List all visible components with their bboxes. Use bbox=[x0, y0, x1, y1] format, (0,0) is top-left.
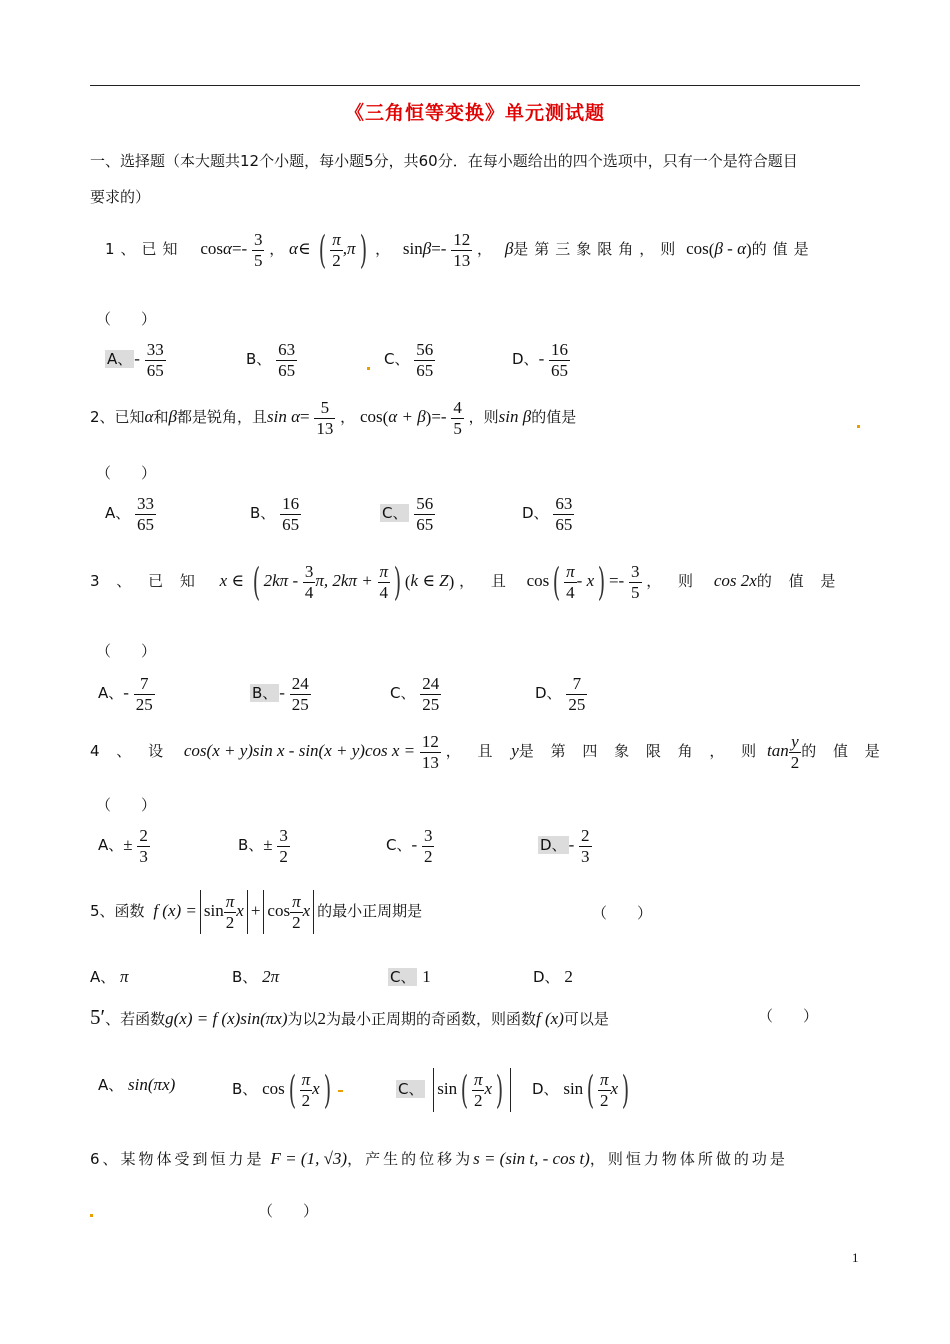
marker-dot bbox=[338, 1090, 343, 1092]
q3-option-d[interactable]: D、 $\frac{7}{25}$ bbox=[535, 674, 586, 714]
question-3: 3 、 已 知 x ∈ ( 2kπ - $\frac{3}{4}$ π, 2kπ + $\frac{\pi}{4}$ ) (k ∈ Z) ， 且 cos( $\frac{\pi}{4}$ - x) =- $\frac{3}{5}$ ， 则 cos 2x的 值 是 bbox=[90, 560, 842, 604]
question-1: 1、已知 cosα=- $\frac{3}{5}$ ， α∈ ( $\frac{\pi}{2}$ ,π) ， sinβ=- $\frac{12}{13}$ ， β是第三象限角，则 cos(β - α)的值是 bbox=[105, 228, 815, 272]
page-title: 《三角恒等变换》单元测试题 bbox=[344, 102, 605, 124]
marker-dot bbox=[367, 367, 370, 370]
q3-option-b[interactable]: B、 - $\frac{24}{25}$ bbox=[252, 674, 309, 714]
intro-line-1: 一、选择题（本大题共12个小题，每小题5分，共60分．在每小题给出的四个选项中，只有一个是符合题目 bbox=[90, 152, 798, 170]
q4-answer-blank: （ ） bbox=[96, 796, 157, 814]
q2-option-b[interactable]: B、 $\frac{16}{65}$ bbox=[250, 494, 300, 534]
q5-option-c[interactable]: C、 1 bbox=[390, 967, 431, 986]
q2-answer-blank: （ ） bbox=[96, 464, 157, 482]
q1-option-c[interactable]: C、 $\frac{56}{65}$ bbox=[384, 340, 434, 380]
q4-option-d[interactable]: D、 - $\frac{2}{3}$ bbox=[540, 826, 590, 866]
q4-option-b[interactable]: B、± $\frac{3}{2}$ bbox=[238, 826, 288, 866]
intro-line-2: 要求的） bbox=[90, 188, 151, 206]
q2-option-d[interactable]: D、 $\frac{63}{65}$ bbox=[522, 494, 573, 534]
q5-option-b[interactable]: B、 2π bbox=[232, 967, 280, 986]
question-5-prime: 5′、若函数g(x) = f (x)sin(πx)为以2为最小正周期的奇函数，则函数f (x)可以是 bbox=[90, 1005, 609, 1029]
q2-option-c[interactable]: C、 $\frac{56}{65}$ bbox=[382, 494, 434, 534]
question-6: 6、某物体受到恒力是 F = (1, √3)，产生的位移为s = (sin t, - cos t)，则恒力物体所做的功是 bbox=[90, 1149, 788, 1168]
header-rule bbox=[90, 85, 860, 86]
q3-option-c[interactable]: C、 $\frac{24}{25}$ bbox=[390, 674, 440, 714]
q5p-option-a[interactable]: A、 sin(πx) bbox=[98, 1075, 176, 1094]
question-2: 2、已知α和β都是锐角，且sin α= $\frac{5}{13}$ ， cos(α + β)=- $\frac{4}{5}$ ，则sin β的值是 bbox=[90, 398, 577, 438]
q1-option-b[interactable]: B、 $\frac{63}{65}$ bbox=[246, 340, 296, 380]
q5-option-d[interactable]: D、 2 bbox=[533, 967, 573, 986]
q3-answer-blank: （ ） bbox=[96, 642, 157, 660]
marker-dot bbox=[857, 425, 860, 428]
q5p-option-c[interactable]: C、 sin( $\frac{\pi}{2}$ x) bbox=[396, 1068, 514, 1112]
q5p-option-b[interactable]: B、 cos( $\frac{\pi}{2}$ x) bbox=[232, 1068, 331, 1112]
q2-option-a[interactable]: A、 $\frac{33}{65}$ bbox=[105, 494, 155, 534]
q1-answer-blank: （ ） bbox=[96, 310, 157, 328]
q5-option-a[interactable]: A、 π bbox=[90, 967, 129, 986]
q1-option-a[interactable]: A、 - $\frac{33}{65}$ bbox=[107, 340, 164, 380]
page-number: 1 bbox=[852, 1250, 859, 1265]
q4-option-c[interactable]: C、- $\frac{3}{2}$ bbox=[386, 826, 433, 866]
q5-answer-blank: （ ） bbox=[592, 904, 653, 922]
q3-option-a[interactable]: A、- $\frac{7}{25}$ bbox=[98, 674, 153, 714]
q1-number: 1、已知 bbox=[105, 240, 184, 258]
question-4: 4 、 设 cos(x + y)sin x - sin(x + y)cos x = $\frac{12}{13}$ ， 且 y是 第 四 象 限 角 ， 则 tan $\frac{y}{2}$ 的 值 是 bbox=[90, 732, 886, 772]
q6-answer-blank: （ ） bbox=[258, 1202, 319, 1220]
marker-dot bbox=[90, 1214, 93, 1217]
q5p-answer-blank: （ ） bbox=[758, 1007, 819, 1025]
question-5: 5、函数 f (x) = sin $\frac{\pi}{2}$ x + cos $\frac{\pi}{2}$ x 的最小正周期是 bbox=[90, 890, 422, 934]
q5p-option-d[interactable]: D、 sin( $\frac{\pi}{2}$ x) bbox=[532, 1068, 630, 1112]
q1-frac-3-5: $\frac{3}{5}$ bbox=[253, 229, 263, 270]
q4-option-a[interactable]: A、± $\frac{2}{3}$ bbox=[98, 826, 148, 866]
q1-option-d[interactable]: D、- $\frac{16}{65}$ bbox=[512, 340, 569, 380]
